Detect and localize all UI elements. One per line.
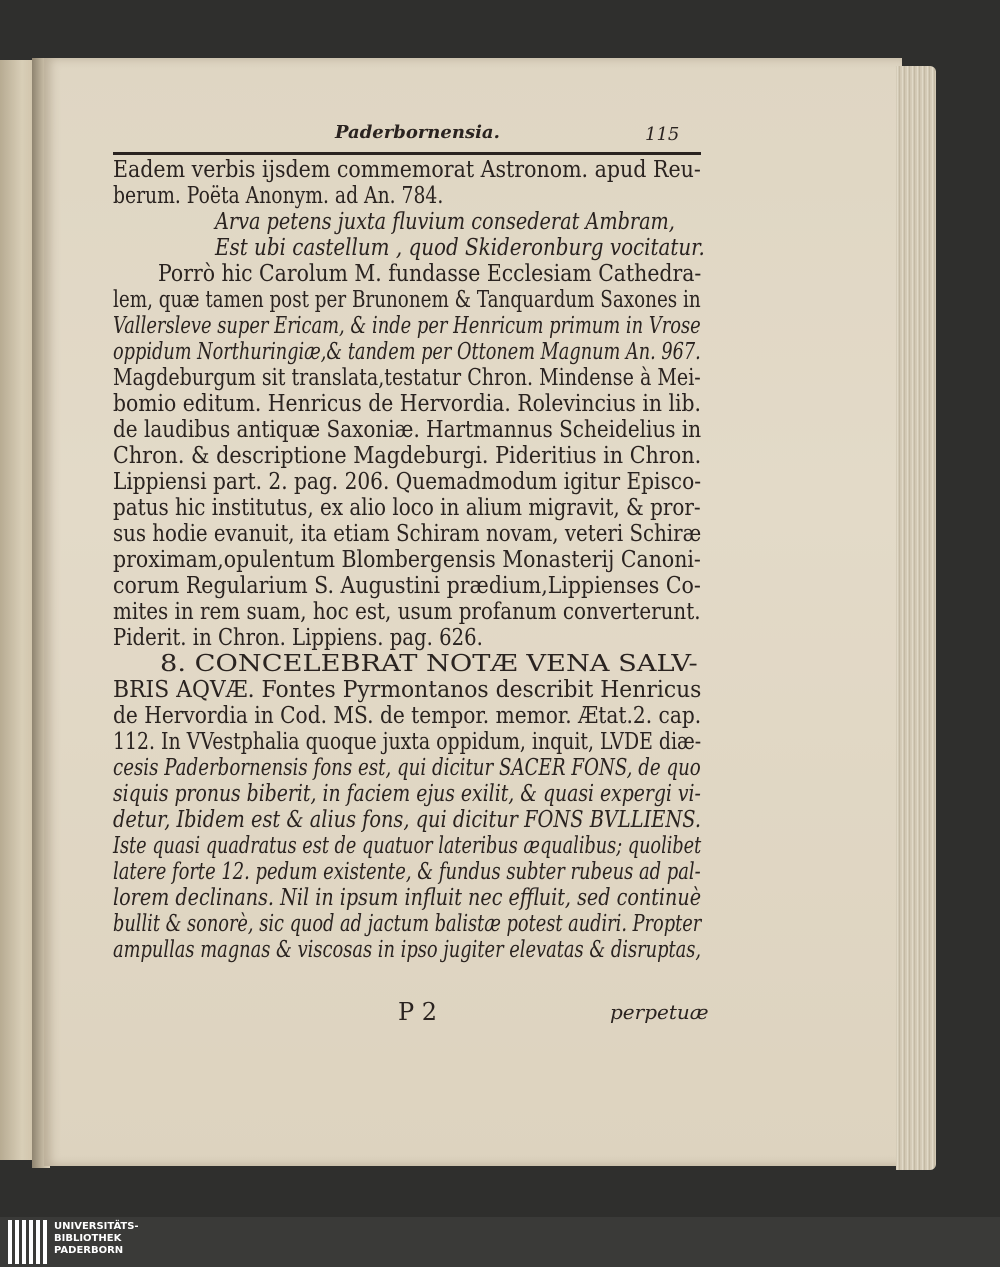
text-line: Lippiensi part. 2. pag. 206. Quemadmodum igitur Episco-	[113, 469, 701, 495]
text-line: de laudibus antiquæ Saxoniæ. Hartmannus Scheidelius in	[113, 417, 702, 443]
text-line: latere forte 12. pedum existente, & fundus subter rubeus ad pal-	[113, 859, 701, 885]
library-logo	[54, 1221, 174, 1257]
text-line: patus hic institutus, ex alio loco in alium migravit, & pror-	[113, 495, 701, 521]
text-line: cesis Paderbornensis fons est, qui dicitur SACER FONS, de quo	[113, 755, 701, 781]
header-rule	[113, 152, 701, 155]
text-line: bomio editum. Henricus de Hervordia. Rolevincius in lib.	[113, 391, 701, 417]
signature-mark: P 2	[398, 998, 438, 1026]
text-line: sus hodie evanuit, ita etiam Schiram novam, veteri Schiræ	[113, 521, 702, 547]
text-line: Chron. & descriptione Magdeburgi. Pideritius in Chron.	[113, 443, 702, 469]
text-line: de Hervordia in Cod. MS. de tempor. memor. Ætat.2. cap.	[113, 703, 702, 729]
text-line: Vallersleve super Ericam, & inde per Henricum primum in Vrose	[113, 313, 701, 339]
text-line: proximam,opulentum Blombergensis Monasterij Canoni-	[113, 547, 701, 573]
running-head: Paderbornensia.	[335, 122, 500, 143]
text-line: Piderit. in Chron. Lippiens. pag. 626.	[113, 625, 483, 651]
page-number: 115	[645, 124, 680, 145]
text-line: corum Regularium S. Augustini prædium,Lippienses Co-	[113, 573, 701, 599]
text-line: ampullas magnas & viscosas in ipso jugiter elevatas & disruptas,	[113, 937, 702, 963]
text-line: mites in rem suam, hoc est, usum profanum converterunt.	[113, 599, 701, 625]
text-line: Iste quasi quadratus est de quatuor lateribus æqualibus; quolibet	[113, 833, 702, 859]
text-line: siquis pronus biberit, in faciem ejus exilit, & quasi expergi vi-	[113, 781, 701, 807]
text-line: lem, quæ tamen post per Brunonem & Tanquardum Saxones in	[113, 287, 701, 313]
page-edges	[896, 66, 936, 1170]
text-line: BRIS AQVÆ. Fontes Pyrmontanos describit Henricus	[113, 677, 702, 703]
text-line: 8. CONCELEBRAT NOTÆ VENA SALV-	[160, 651, 698, 677]
text-line: Est ubi castellum , quod Skideronburg vocitatur.	[215, 235, 705, 261]
catchword: perpetuæ	[610, 1000, 709, 1024]
text-line: detur, Ibidem est & alius fons, qui dicitur FONS BVLLIENS.	[113, 807, 701, 833]
text-line: Arva petens juxta fluvium consederat Ambram,	[215, 209, 675, 235]
text-line: Magdeburgum sit translata,testatur Chron. Mindense à Mei-	[113, 365, 701, 391]
logo-line-1: UNIVERSITÄTS-	[54, 1221, 139, 1232]
text-line: oppidum Northuringiæ,& tandem per Ottonem Magnum An. 967.	[113, 339, 701, 365]
text-line: lorem declinans. Nil in ipsum influit nec effluit, sed continuè	[113, 885, 702, 911]
logo-line-2: BIBLIOTHEK	[54, 1233, 122, 1244]
logo-line-3: PADERBORN	[54, 1245, 124, 1256]
text-line: berum. Poëta Anonym. ad An. 784.	[113, 183, 444, 209]
text-line: Porrò hic Carolum M. fundasse Ecclesiam Cathedra-	[158, 261, 702, 287]
text-line: bullit & sonorè, sic quod ad jactum balistæ potest audiri. Propter	[113, 911, 702, 937]
text-line: 112. In VVestphalia quoque juxta oppidum, inquit, LVDE diæ-	[113, 729, 702, 755]
text-line: Eadem verbis ijsdem commemorat Astronom. apud Reu-	[113, 157, 701, 183]
library-logo-icon	[8, 1220, 50, 1264]
